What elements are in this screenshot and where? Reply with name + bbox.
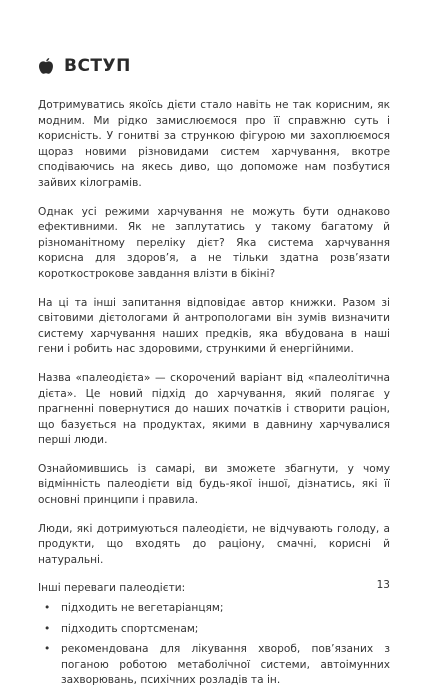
paragraph: На ці та інші запитання відповідає автор книжки. Разом зі світовими дієтологами й антропологами він зумів визначити систему харчування наших предків, яка вбудована в наші гени і робить нас здоровими, стрункими й енергійними. [38,296,390,356]
paragraph: Дотримуватись якоїсь дієти стало навіть не так корисним, як модним. Ми рідко замислюємося про її справжню суть і корисність. У гонитві за стрункою фігурою ми захоплюємося щораз новими різновидами систем харчування, вкотре сподіваючись на якесь диво, що допоможе нам позбутися зайвих кілограмів. [38,99,390,189]
bullet-icon: • [44,643,51,656]
body-text [38,98,390,694]
list-intro: Інші переваги палеодієти: [38,582,186,595]
chapter-title: ВСТУП [64,56,131,76]
list-item-text: підходить не вегетаріанцям; [61,602,224,615]
paragraph: Люди, які дотримуються палеодієти, не відчувають голоду, а продукти, що входять до раціону, смачні, корисні й натуральні. [38,522,390,566]
chapter-heading [38,56,131,76]
list-item [38,642,390,689]
benefits-list [38,601,390,689]
list-item [38,601,390,617]
list-item-text: рекомендована для лікування хвороб, пов’язаних з поганою роботою метаболічної системи, автоімунних захворювань, психічних розладів та ін. [61,643,390,687]
list-item-text: підходить спортсменам; [61,622,199,635]
bullet-icon: • [44,602,51,615]
apple-icon [38,57,54,75]
paragraph: Назва «палеодієта» — скорочений варіант від «палеолітична дієта». Це новий підхід до харчування, який полягає у прагненні повернутися до наших початків і створити раціон, що базується на продуктах, якими в давнину харчувалися перші люди. [38,371,390,447]
list-item [38,622,390,638]
bullet-icon: • [44,622,51,635]
page-number: 13 [376,579,390,591]
paragraph: Однак усі режими харчування не можуть бути однаково ефективними. Як не заплутатись у такому багатому й різноманітному переліку дієт? Яка система харчування корисна для здоров’я, а не тільки здатна розв’язати короткострокове завдання влізти в бікіні? [38,205,390,280]
paragraph: Ознайомившись із самарі, ви зможете збагнути, у чому відмінність палеодієти від будь-якої іншої, дізнатись, які її основні принципи і правила. [38,462,390,507]
